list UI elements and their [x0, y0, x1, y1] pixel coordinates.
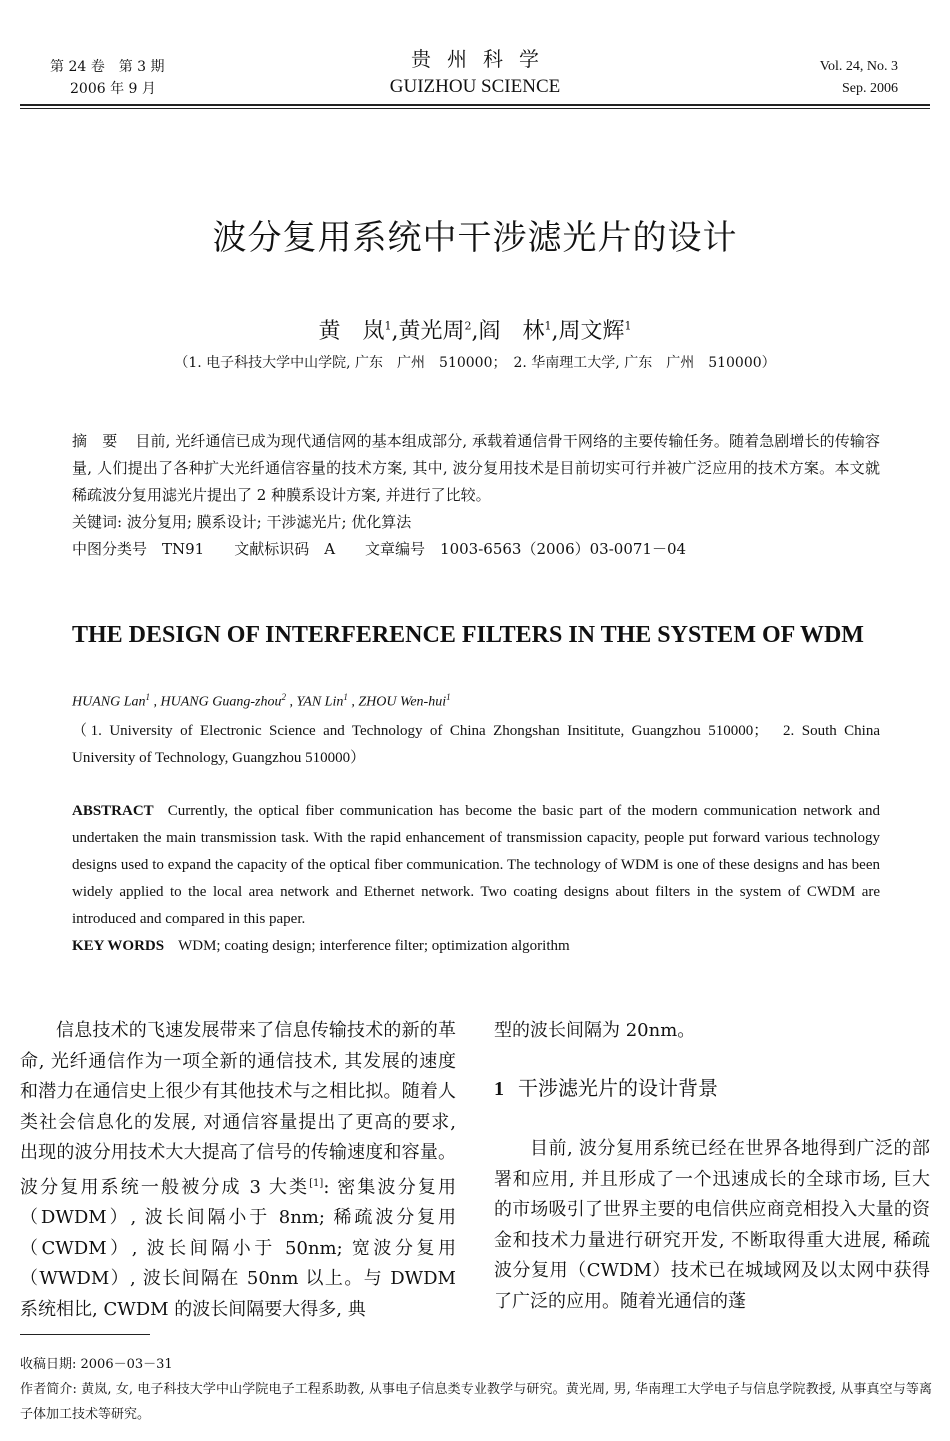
- body-text: 信息技术的飞速发展带来了信息传输技术的新的革命, 光纤通信作为一项全新的通信技术, 其发展的速度和潜力在通信史上很少有其他技术与之相比拟。随着人类社会信息化的发展, 对通信容量提出了更高的要求, 出现的波分用技术大大提高了信号的传输速度和容量。波分复用系统一般被分成 3 大类: [20, 1020, 456, 1198]
- date-en: Sep. 2006: [842, 81, 898, 96]
- author-sep: ,: [551, 319, 559, 344]
- body-column-left: [20, 1016, 456, 1325]
- abstract-text-cn: 目前, 光纤通信已成为现代通信网的基本组成部分, 承载着通信骨干网络的主要传输任务。随着急剧增长的传输容量, 人们提出了各种扩大光纤通信容量的技术方案, 其中, 波分复用技术是目前切实可行并被广泛应用的技术方案。本文就稀疏波分复用滤光片提出了 2 种膜系设计方案, 并进行了比较。: [72, 432, 880, 504]
- author-sup: 2: [464, 319, 472, 333]
- section-number: 1: [494, 1077, 504, 1100]
- citation[interactable]: [1]: [309, 1177, 324, 1189]
- affiliation-cn: （1. 电子科技大学中山学院, 广东 广州 510000； 2. 华南理工大学, 广东 广州 510000）: [174, 355, 776, 371]
- classification-cn: 中图分类号 TN91 文献标识码 A 文章编号 1003-6563（2006）03-0071－04: [72, 540, 687, 558]
- author-sep: ,: [347, 694, 359, 710]
- author-en: HUANG Guang-zhou: [160, 694, 282, 710]
- author-sup: 1: [624, 319, 632, 333]
- author-sup: 1: [446, 692, 451, 702]
- authors-cn: [0, 314, 950, 345]
- author-en: HUANG Lan: [72, 694, 146, 710]
- author-sup: 1: [343, 692, 348, 702]
- footnote-rule: [20, 1334, 150, 1335]
- abstract-text-en: Currently, the optical fiber communication has become the basic part of the modern communication network and undertaken the main transmission task. With the rapid enhancement of transmission capacity, people put forward various technology designs used to expand the capacity of the optical fiber communication. The technology of WDM is one of these designs and has been widely applied to the local area network and Ethernet network. Two coating designs about filters in the system of CWDM are introduced and compared in this paper.: [72, 803, 880, 927]
- abstract-cn-block: [72, 428, 880, 563]
- keywords-en: [72, 933, 880, 960]
- affiliation-en: （1. University of Electronic Science and Technology of China Zhongshan Insititute, Guangzhou 510000； 2. South China University of Technology, Guangzhou 510000）: [72, 723, 880, 766]
- author-sup: 1: [145, 692, 151, 702]
- authors-en: [72, 692, 451, 711]
- abstract-cn: [72, 428, 880, 509]
- author-cn: 阎 林: [478, 319, 545, 344]
- author-sep: ,: [471, 319, 479, 344]
- abstract-label-en: ABSTRACT: [72, 803, 154, 819]
- body-paragraph-continued: 型的波长间隔为 20nm。: [494, 1020, 696, 1041]
- body-column-right: [494, 1016, 930, 1317]
- article-title-en: THE DESIGN OF INTERFERENCE FILTERS IN THE SYSTEM OF WDM: [72, 622, 864, 648]
- body-paragraph: 目前, 波分复用系统已经在世界各地得到广泛的部署和应用, 并且形成了一个迅速成长的全球市场, 巨大的市场吸引了世界主要的电信供应商竞相投入大量的资金和技术力量进行研究开发, 不断取得重大进展, 稀疏波分复用（CWDM）技术已在城域网及以太网中获得了广泛的应用。随着光通信的蓬: [494, 1138, 930, 1312]
- author-cn: 黄光周: [398, 319, 465, 344]
- author-cn: 周文辉: [558, 319, 625, 344]
- header-rule-thin: [20, 108, 930, 109]
- journal-name: [0, 46, 950, 102]
- volume-issue-cn: 第 24 卷 第 3 期: [50, 59, 165, 75]
- author-sup: 1: [544, 319, 552, 333]
- author-sep: ,: [391, 319, 399, 344]
- footnotes: [20, 1352, 932, 1427]
- body-text: : 密集波分复用（DWDM）, 波长间隔小于 8nm; 稀疏波分复用（CWDM）, 波长间隔小于 50nm; 宽波分复用（WWDM）, 波长间隔在 50nm 以上。与 DWDM 系统相比, CWDM 的波长间隔要大得多, 典: [20, 1176, 456, 1320]
- journal-name-cn: 贵州科学: [411, 47, 555, 71]
- author-sep: ,: [285, 694, 297, 710]
- body-paragraph: [20, 1016, 456, 1325]
- author-sup: 1: [384, 319, 392, 333]
- header-rule-thick: [20, 104, 930, 106]
- abstract-en: [72, 798, 880, 933]
- article-title-cn: 波分复用系统中干涉滤光片的设计: [212, 218, 738, 258]
- keywords-label-en: KEY WORDS: [72, 938, 165, 954]
- journal-name-en: GUIZHOU SCIENCE: [389, 76, 561, 97]
- author-sup: 2: [281, 692, 286, 702]
- received-date: 收稿日期: 2006－03－31: [20, 1357, 173, 1372]
- author-en: YAN Lin: [296, 694, 344, 710]
- section-heading: [494, 1073, 930, 1105]
- volume-issue-en: Vol. 24, No. 3: [819, 59, 898, 74]
- author-bio: 作者简介: 黄岚, 女, 电子科技大学中山学院电子工程系助教, 从事电子信息类专业教学与研究。黄光周, 男, 华南理工大学电子与信息学院教授, 从事真空与等离子体加工技术等研究。: [20, 1382, 932, 1422]
- header-right: [820, 56, 898, 100]
- keywords-text-en: WDM; coating design; interference filter; optimization algorithm: [178, 938, 570, 954]
- section-title: 干涉滤光片的设计背景: [518, 1075, 718, 1100]
- author-en: ZHOU Wen-hui: [358, 694, 447, 710]
- keywords-cn: 关键词: 波分复用; 膜系设计; 干涉滤光片; 优化算法: [72, 513, 412, 531]
- author-cn: 黄 岚: [318, 319, 385, 344]
- date-cn: 2006 年 9 月: [70, 81, 156, 97]
- abstract-en-block: [72, 798, 880, 960]
- abstract-label-cn: 摘 要: [72, 432, 118, 450]
- author-sep: ,: [150, 694, 161, 710]
